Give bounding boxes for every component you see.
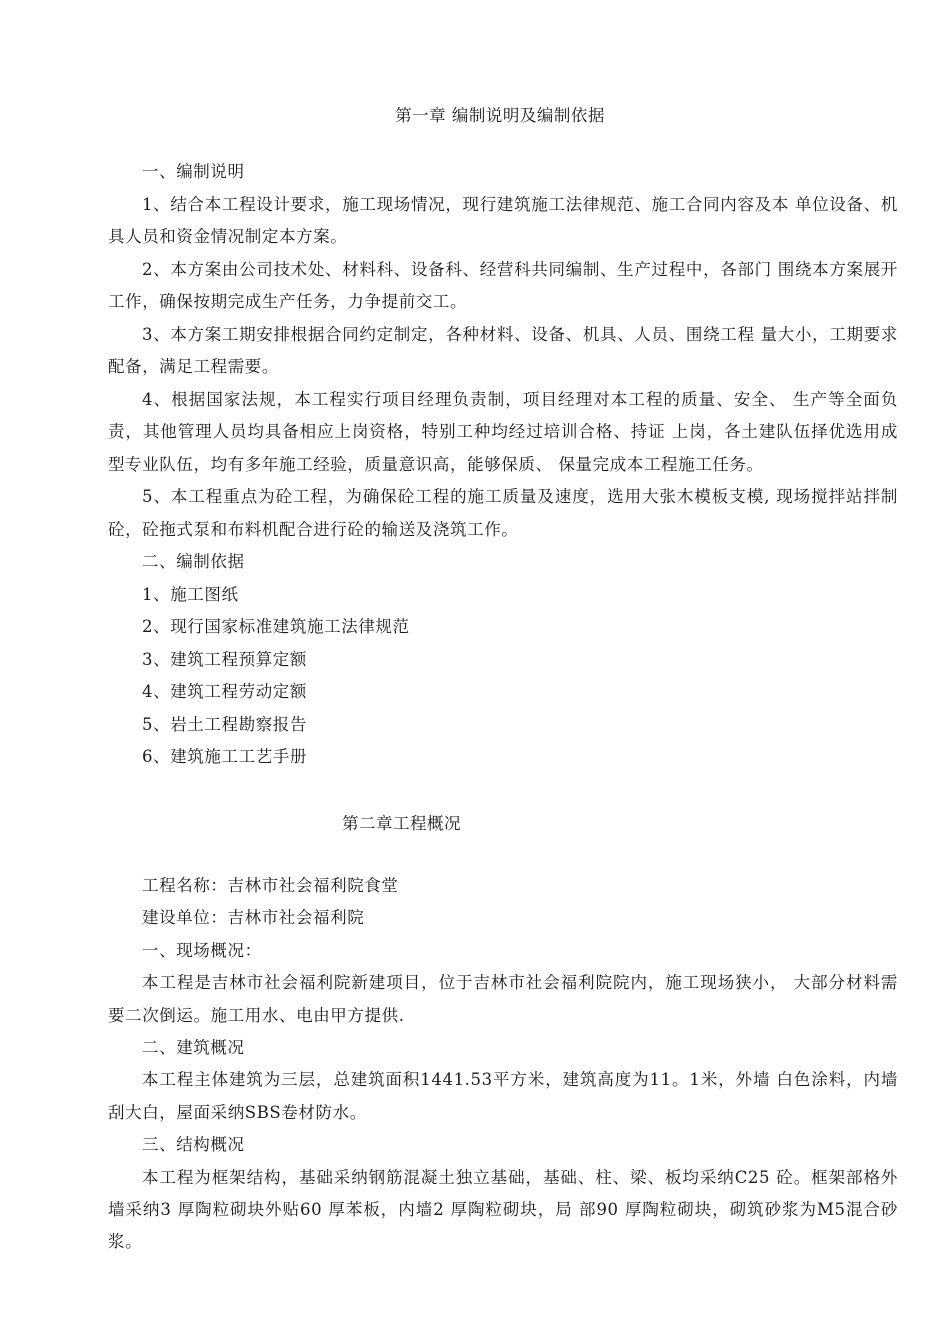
list-item: 5、岩土工程勘察报告	[142, 714, 307, 734]
paragraph: 5、本工程重点为砼工程，为确保砼工程的施工质量及速度，选用大张木模板支模, 现场搅拌站拌制砼，砼拖式泵和布料机配合进行砼的输送及浇筑工作。	[108, 487, 898, 539]
paragraph: 本工程主体建筑为三层，总建筑面积1441.53平方米，建筑高度为11。1米，外墙 白色涂料，内墙刮大白，屋面采纳SBS卷材防水。	[108, 1070, 898, 1122]
chapter-1-title: 第一章 编制说明及编制依据	[395, 106, 605, 125]
section-heading: 一、编制说明	[142, 162, 245, 181]
section-heading: 三、结构概况	[142, 1135, 245, 1155]
paragraph: 3、本方案工期安排根据合同约定制定，各种材料、设备、机具、人员、围绕工程 量大小，工期要求配备，满足工程需要。	[108, 324, 898, 376]
section-heading: 一、现场概况：	[142, 940, 262, 960]
chapter-1-body	[108, 156, 898, 774]
chapter-2-body	[108, 870, 898, 1259]
list-item: 3、建筑工程预算定额	[142, 649, 307, 669]
paragraph: 1、结合本工程设计要求，施工现场情况，现行建筑施工法律规范、施工合同内容及本 单位设备、机具人员和资金情况制定本方案。	[108, 194, 898, 246]
section-heading: 二、建筑概况	[142, 1038, 245, 1058]
list-item: 4、建筑工程劳动定额	[142, 682, 307, 701]
paragraph: 2、本方案由公司技术处、材料科、设备科、经营科共同编制、生产过程中，各部门 围绕本方案展开工作，确保按期完成生产任务，力争提前交工。	[108, 259, 898, 311]
section-heading: 二、编制依据	[142, 552, 245, 571]
paragraph: 本工程为框架结构，基础采纳钢筋混凝土独立基础，基础、柱、梁、板均采纳C25 砼。框架部格外墙采纳3 厚陶粒砌块外贴60 厚苯板，内墙2 厚陶粒砌块，局 部90 厚陶粒砌块，砌筑砂浆为M5混合砂浆。	[108, 1167, 898, 1252]
list-item: 2、现行国家标准建筑施工法律规范	[142, 617, 410, 636]
client-name: 建设单位：吉林市社会福利院	[142, 908, 365, 928]
list-item: 6、建筑施工工艺手册	[142, 747, 307, 766]
paragraph: 4、根据国家法规，本工程实行项目经理负责制，项目经理对本工程的质量、安全、 生产等全面负责，其他管理人员均具备相应上岗资格，特别工种均经过培训合格、持证 上岗，各土建队伍择优选用成型专业队伍，均有多年施工经验，质量意识高，能够保质、 保量完成本工程施工任务。	[108, 389, 898, 474]
paragraph: 本工程是吉林市社会福利院新建项目，位于吉林市社会福利院院内，施工现场狭小， 大部分材料需要二次倒运。施工用水、电由甲方提供.	[108, 973, 898, 1025]
project-name: 工程名称：吉林市社会福利院食堂	[142, 876, 399, 895]
chapter-2-title: 第二章工程概况	[342, 814, 461, 833]
list-item: 1、施工图纸	[142, 584, 239, 604]
